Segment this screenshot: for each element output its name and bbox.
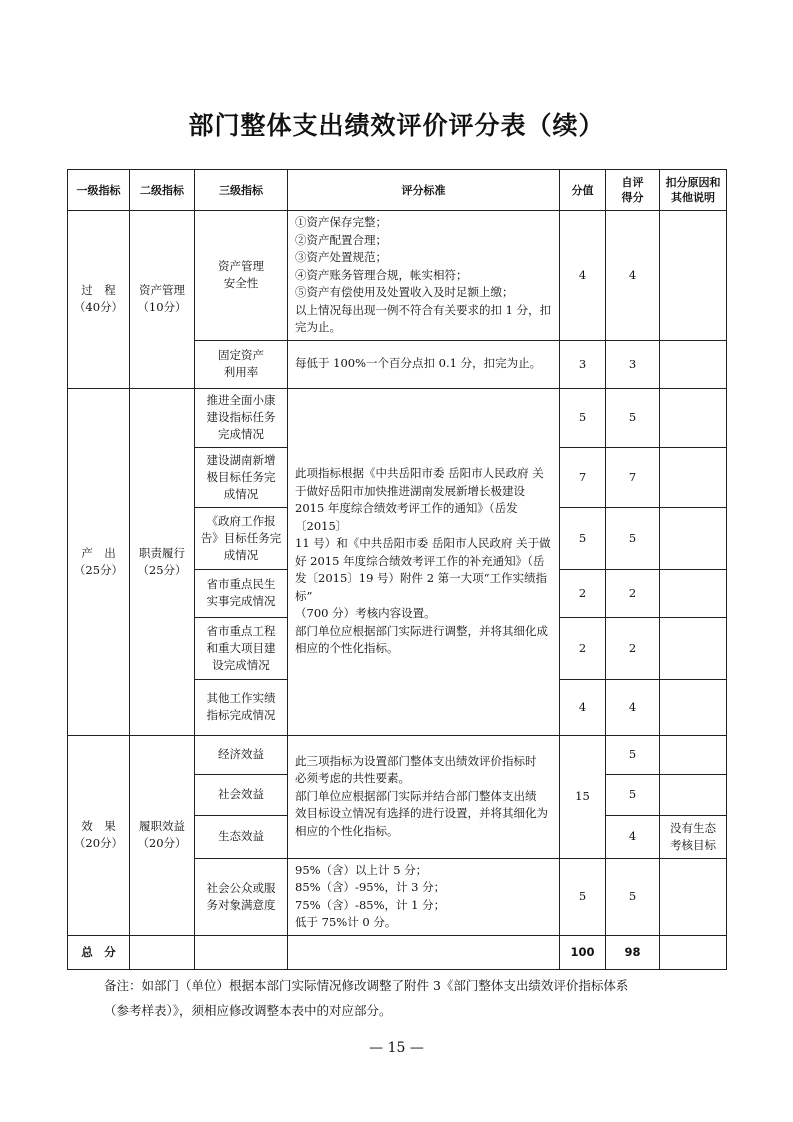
header-level2: 二级指标: [130, 170, 195, 211]
score-cell: 3: [560, 340, 606, 388]
self-score-cell: 4: [606, 815, 660, 858]
self-score-cell: 4: [606, 211, 660, 341]
reason-line: 考核目标: [670, 837, 716, 852]
reason-cell: [660, 340, 727, 388]
score-cell: 5: [560, 507, 606, 569]
reason-cell: [660, 211, 727, 341]
effect-l2-points: （20分）: [137, 836, 187, 850]
reason-line: 没有生态: [670, 820, 716, 835]
indicator-line: 务对象满意度: [206, 897, 276, 912]
criteria-line: 发〔2015〕19 号）附件 2 第一大项“工作实绩指标”: [295, 571, 548, 603]
indicator-economic: [195, 735, 288, 774]
indicator-line: 资产管理: [218, 259, 264, 274]
indicator-line: 指标完成情况: [206, 708, 276, 722]
score-cell: 5: [560, 858, 606, 935]
reason-cell: [660, 617, 727, 679]
criteria-line: ①资产保存完整；: [295, 215, 387, 229]
header-reason-line1: 扣分原因和: [665, 176, 721, 189]
indicator-line: 生态效益: [218, 829, 264, 843]
process-l1-points: （40分）: [73, 300, 124, 315]
output-level1: [68, 388, 130, 735]
criteria-line: 85%（含）-95%，计 3 分；: [295, 880, 446, 894]
criteria-asset-safety: [288, 211, 560, 341]
score-cell: 5: [560, 388, 606, 447]
header-level1: 一级指标: [68, 170, 130, 211]
self-score-cell: 3: [606, 340, 660, 388]
reason-cell: [660, 569, 727, 617]
criteria-fixed-asset-rate: [288, 340, 560, 388]
self-score-cell: 2: [606, 617, 660, 679]
criteria-line: 部门单位应根据部门实际并结合部门整体支出绩: [295, 788, 537, 803]
header-self-line1: 自评: [621, 176, 644, 189]
criteria-line: 每低于 100%一个百分点扣 0.1 分，扣完为止。: [295, 356, 542, 371]
reason-cell: [660, 388, 727, 447]
indicator-line: 经济效益: [218, 747, 264, 761]
self-score-cell: 5: [606, 735, 660, 774]
criteria-line: 75%（含）-85%，计 1 分；: [295, 897, 446, 912]
table-header-row: [68, 170, 727, 211]
header-self-line2: 得分: [621, 191, 644, 204]
criteria-line: 必须考虑的共性要素。: [295, 771, 410, 786]
empty-cell: [130, 935, 195, 969]
indicator-line: 社会公众或服: [206, 880, 276, 895]
process-level2: [130, 211, 195, 389]
indicator-line: 安全性: [223, 276, 259, 291]
indicator-line: 推进全面小康: [206, 393, 276, 407]
indicator-line: 其他工作实绩: [206, 691, 276, 705]
indicator-line: 和重大项目建: [206, 640, 276, 655]
process-l1-name: 过 程: [81, 283, 116, 298]
criteria-line: 部门单位应根据部门实际进行调整，并将其细化成: [295, 623, 548, 638]
output-l1-name: 产 出: [81, 545, 116, 560]
indicator-line: 设完成情况: [212, 657, 270, 672]
score-cell: 4: [560, 679, 606, 735]
effect-l1-name: 效 果: [81, 819, 116, 833]
page-title: 部门整体支出绩效评价评分表（续）: [188, 111, 605, 140]
indicator-other-work: [195, 679, 288, 735]
footnote-line2: （参考样表）》，须相应修改调整本表中的对应部分。: [104, 1003, 392, 1018]
indicator-fixed-asset-rate: [195, 340, 288, 388]
criteria-line: 好 2015 年度综合绩效考评工作的补充通知》（岳: [295, 553, 545, 568]
criteria-line: 此三项指标为设置部门整体支出绩效评价指标时: [295, 753, 537, 768]
criteria-line: （700 分）考核内容设置。: [295, 606, 436, 621]
criteria-line: 低于 75%计 0 分。: [295, 915, 397, 929]
header-criteria: 评分标准: [288, 170, 560, 211]
criteria-line: ④资产账务管理合规，帐实相符；: [295, 267, 468, 282]
criteria-line: 95%（含）以上计 5 分；: [295, 862, 428, 877]
page-number: — 15 —: [369, 1040, 424, 1056]
criteria-output: [288, 388, 560, 735]
score-cell: 2: [560, 569, 606, 617]
indicator-asset-safety: [195, 211, 288, 341]
criteria-line: 相应的个性化指标。: [295, 823, 399, 838]
indicator-line: 社会效益: [218, 787, 264, 801]
indicator-line: 建设指标任务: [206, 410, 276, 424]
header-level3: 三级指标: [195, 170, 288, 211]
indicator-line: 告》目标任务完: [200, 530, 282, 545]
output-l2-points: （25分）: [137, 562, 187, 577]
total-label: 总 分: [68, 935, 130, 969]
table-row: [68, 388, 727, 447]
reason-cell: [660, 735, 727, 774]
indicator-livelihood: [195, 569, 288, 617]
indicator-line: 建设湖南新增: [206, 452, 276, 467]
reason-cell: [660, 774, 727, 815]
process-l2-points: （10分）: [137, 300, 187, 315]
footnote-line1: 备注：如部门（单位）根据本部门实际情况修改调整了附件 3《部门整体支出绩效评价指标体系: [104, 978, 629, 993]
score-cell: 2: [560, 617, 606, 679]
indicator-key-projects: [195, 617, 288, 679]
score-cell: 7: [560, 447, 606, 507]
self-score-cell: 2: [606, 569, 660, 617]
effect-l2-name: 履职效益: [139, 819, 185, 833]
indicator-social: [195, 774, 288, 815]
indicator-line: 省市重点民生: [206, 577, 276, 591]
criteria-line: 完为止。: [295, 320, 341, 334]
criteria-line: 效目标设立情况有选择的进行设置，并将其细化为: [295, 806, 548, 821]
indicator-satisfaction: [195, 858, 288, 935]
criteria-line: 11 号）和《中共岳阳市委 岳阳市人民政府 关于做: [295, 536, 551, 551]
reason-cell: [660, 507, 727, 569]
self-score-cell: 5: [606, 388, 660, 447]
self-score-cell: 5: [606, 507, 660, 569]
criteria-line: 于做好岳阳市加快推进湖南发展新增长极建设: [295, 483, 525, 498]
reason-cell: [660, 679, 727, 735]
indicator-line: 固定资产: [218, 348, 264, 362]
process-l2-name: 资产管理: [139, 283, 185, 298]
header-score: 分值: [560, 170, 606, 211]
effect-level2: [130, 735, 195, 935]
effect-level1: [68, 735, 130, 935]
criteria-line: 相应的个性化指标。: [295, 641, 399, 656]
reason-cell: [660, 815, 727, 858]
table-row: [68, 735, 727, 774]
output-l1-points: （25分）: [73, 562, 124, 577]
self-score-cell: 7: [606, 447, 660, 507]
header-reason: [660, 170, 727, 211]
indicator-line: 成情况: [223, 547, 259, 562]
footnote: [104, 973, 714, 1023]
score-cell: 15: [560, 735, 606, 858]
total-score: 100: [560, 935, 606, 969]
criteria-line: ⑤资产有偿使用及处置收入及时足额上缴；: [295, 285, 514, 299]
criteria-line: 此项指标根据《中共岳阳市委 岳阳市人民政府 关: [295, 466, 544, 481]
total-self-score: 98: [606, 935, 660, 969]
indicator-line: 《政府工作报: [206, 513, 276, 528]
indicator-line: 利用率: [223, 365, 259, 379]
criteria-line: 以上情况每出现一例不符合有关要求的扣 1 分，扣: [295, 302, 552, 317]
indicator-gov-report: [195, 507, 288, 569]
criteria-satisfaction: [288, 858, 560, 935]
indicator-ecological: [195, 815, 288, 858]
self-score-cell: 4: [606, 679, 660, 735]
indicator-line: 极目标任务完: [206, 469, 276, 484]
score-cell: 4: [560, 211, 606, 341]
effect-l1-points: （20分）: [73, 836, 124, 850]
empty-cell: [660, 935, 727, 969]
total-row: [68, 935, 727, 969]
self-score-cell: 5: [606, 858, 660, 935]
header-reason-line2: 其他说明: [671, 191, 715, 204]
indicator-line: 成情况: [223, 486, 259, 501]
table-row: [68, 211, 727, 341]
output-l2-name: 职责履行: [139, 545, 185, 560]
indicator-xiaokang: [195, 388, 288, 447]
criteria-effect: [288, 735, 560, 858]
reason-cell: [660, 447, 727, 507]
empty-cell: [288, 935, 560, 969]
header-self-score: [606, 170, 660, 211]
indicator-line: 完成情况: [218, 427, 264, 441]
empty-cell: [195, 935, 288, 969]
output-level2: [130, 388, 195, 735]
indicator-hunan-growth: [195, 447, 288, 507]
criteria-line: ②资产配置合理；: [295, 232, 387, 247]
reason-cell: [660, 858, 727, 935]
indicator-line: 实事完成情况: [206, 594, 276, 608]
score-table: [67, 169, 727, 970]
self-score-cell: 5: [606, 774, 660, 815]
process-level1: [68, 211, 130, 389]
criteria-line: 2015 年度综合绩效考评工作的通知》（岳发〔2015〕: [295, 501, 518, 533]
criteria-line: ③资产处置规范；: [295, 250, 387, 264]
indicator-line: 省市重点工程: [206, 623, 276, 638]
